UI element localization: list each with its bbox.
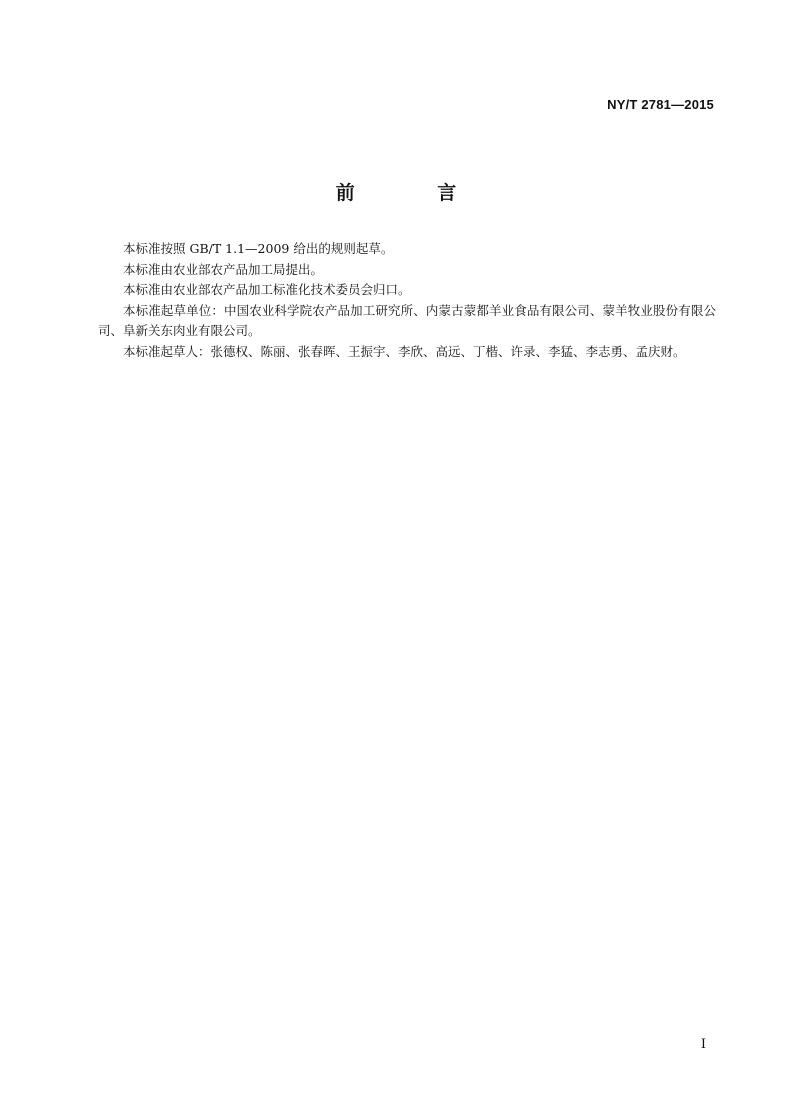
page-number: I: [700, 1037, 706, 1052]
foreword-paragraph-drafting-units: 本标准起草单位：中国农业科学院农产品加工研究所、内蒙古蒙都羊业食品有限公司、蒙羊牧业股份有限公司、阜新关东肉业有限公司。: [98, 302, 716, 338]
foreword-paragraph-drafters: 本标准起草人：张德权、陈丽、张春晖、王振宇、李欣、高远、丁楷、许录、李猛、李志勇、孟庆财。: [123, 343, 686, 359]
foreword-paragraph-drafting-rules: 本标准按照 GB/T 1.1—2009 给出的规则起草。: [123, 241, 394, 256]
standard-code: NY/T 2781—2015: [607, 97, 714, 112]
foreword-paragraph-centralized-by: 本标准由农业部农产品加工标准化技术委员会归口。: [123, 282, 411, 297]
foreword-paragraph-proposer: 本标准由农业部农产品加工局提出。: [123, 261, 324, 277]
foreword-body: [98, 239, 716, 362]
foreword-title: 前 言: [335, 182, 495, 204]
